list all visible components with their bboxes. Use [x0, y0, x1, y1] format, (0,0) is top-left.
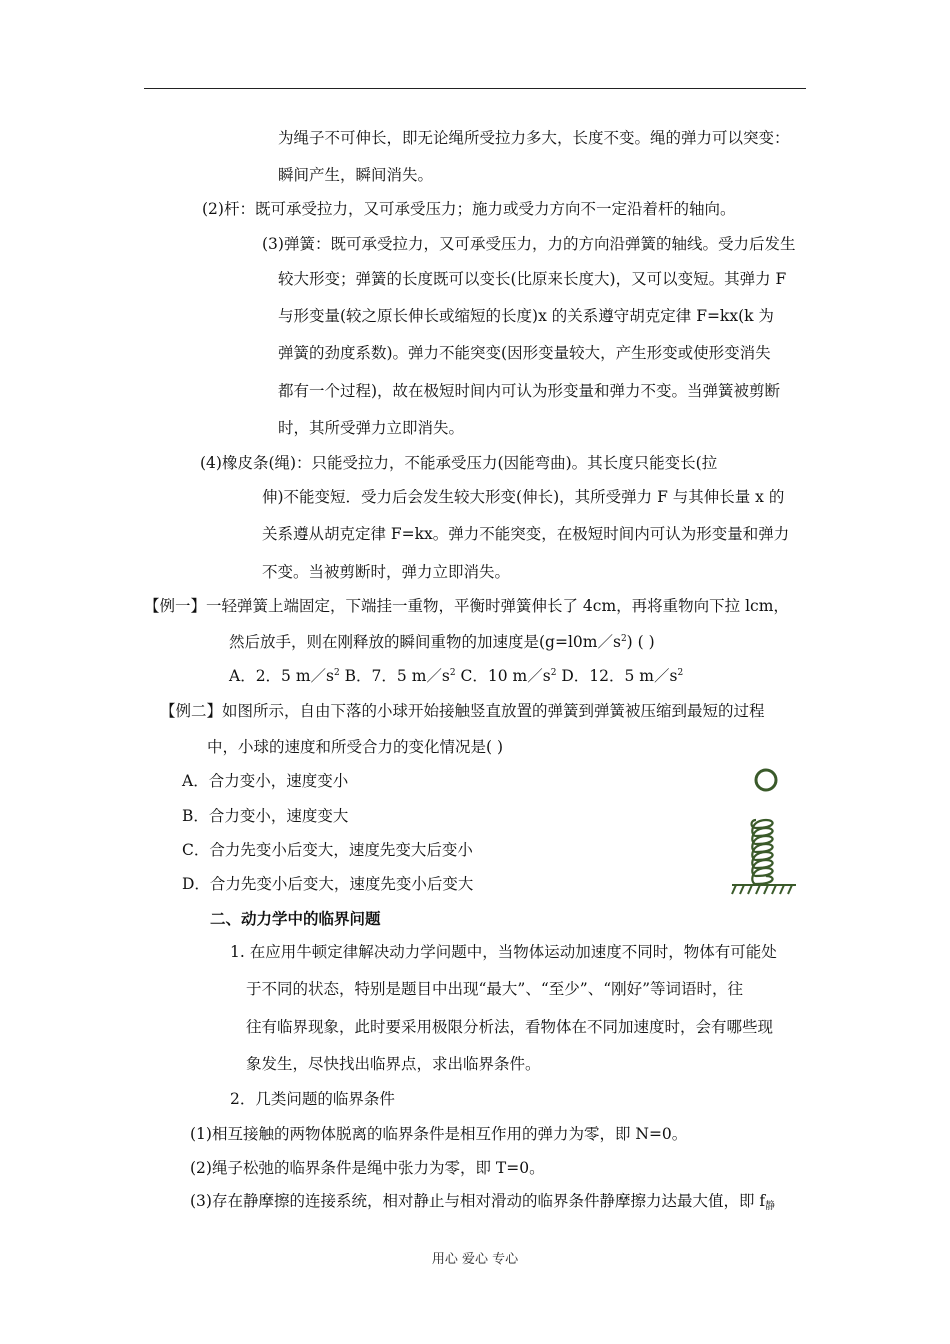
text-line: 象发生，尽快找出临界点，求出临界条件。 — [246, 1055, 541, 1073]
example-one-options: A．2．5 $m/s^2$ B．7．5 $m/s^2$ C．10 $m/s^2$ D．12．5 $m/s^2$ — [229, 667, 684, 685]
text-line: (2)杆：既可承受拉力，又可承受压力；施力或受力方向不一定沿着杆的轴向。 — [202, 200, 736, 218]
text-line: 为绳子不可伸长，即无论绳所受拉力多大，长度不变。绳的弹力可以突变： — [278, 129, 790, 147]
header-rule — [144, 88, 806, 89]
text-line: (3)存在静摩擦的连接系统，相对静止与相对滑动的临界条件静摩擦力达最大值，即 f静 — [190, 1192, 776, 1212]
text-line: 都有一个过程)，故在极短时间内可认为形变量和弹力不变。当弹簧被剪断 — [278, 382, 781, 400]
example-two-question: 【例二】如图所示，自由下落的小球开始接触竖直放置的弹簧到弹簧被压缩到最短的过程 — [160, 702, 765, 720]
page-footer: 用心 爱心 专心 — [431, 1252, 519, 1267]
example-one-question-cont: 然后放手，则在刚释放的瞬间重物的加速度是$(g=l0m/s^2)$ ( ) — [229, 633, 655, 651]
ground-icon — [732, 885, 796, 894]
text-line: 伸)不能变短．受力后会发生较大形变(伸长)，其所受弹力 F 与其伸长量 x 的 — [262, 488, 785, 506]
section-heading: 二、动力学中的临界问题 — [210, 909, 381, 928]
text-line: 与形变量(较之原长伸长或缩短的长度)x 的关系遵守胡克定律 F=kx(k 为 — [278, 307, 774, 325]
superscript: 2 — [620, 634, 627, 644]
subsection-heading: 2．几类问题的临界条件 — [230, 1090, 395, 1108]
text-line: (2)绳子松弛的临界条件是绳中张力为零，即 T=0。 — [190, 1159, 545, 1177]
text-line: 往有临界现象，此时要采用极限分析法，看物体在不同加速度时，会有哪些现 — [246, 1018, 774, 1036]
option-c: C．合力先变小后变大，速度先变大后变小 — [182, 841, 473, 859]
option-b: B．合力变小，速度变大 — [182, 807, 349, 825]
spring-icon — [752, 820, 773, 884]
spring-ball-figure — [726, 764, 800, 900]
text-line: 不变。当被剪断时，弹力立即消失。 — [262, 563, 511, 581]
option-a: A．合力变小，速度变小 — [182, 772, 349, 790]
text-line: 时，其所受弹力立即消失。 — [278, 419, 465, 437]
text-line: 较大形变；弹簧的长度既可以变长(比原来长度大)，又可以变短。其弹力 F — [278, 270, 787, 288]
text-line: 1. 在应用牛顿定律解决动力学问题中，当物体运动加速度不同时，物体有可能处 — [230, 943, 777, 961]
text-line: (3)弹簧：既可承受拉力，又可承受压力，力的方向沿弹簧的轴线。受力后发生 — [262, 235, 796, 253]
text-line: 于不同的状态，特别是题目中出现“最大”、“至少”、“刚好”等词语时，往 — [246, 980, 744, 998]
ball-icon — [756, 770, 776, 790]
subscript: 静 — [765, 1201, 776, 1212]
example-one-question: 【例一】一轻弹簧上端固定，下端挂一重物，平衡时弹簧伸长了 4cm，再将重物向下拉 lcm， — [144, 597, 789, 615]
text-line: 瞬间产生，瞬间消失。 — [278, 166, 434, 184]
text-line: 弹簧的劲度系数)。弹力不能突变(因形变量较大，产生形变或使形变消失 — [278, 344, 771, 362]
text-line: 关系遵从胡克定律 F=kx。弹力不能突变，在极短时间内可认为形变量和弹力 — [262, 525, 790, 543]
option-d: D．合力先变小后变大，速度先变小后变大 — [182, 875, 474, 893]
text-line: (1)相互接触的两物体脱离的临界条件是相互作用的弹力为零，即 N=0。 — [190, 1125, 688, 1143]
example-two-question-cont: 中，小球的速度和所受合力的变化情况是( ) — [207, 738, 504, 756]
text-line: (4)橡皮条(绳)：只能受拉力，不能承受压力(因能弯曲)。其长度只能变长(拉 — [200, 454, 718, 472]
